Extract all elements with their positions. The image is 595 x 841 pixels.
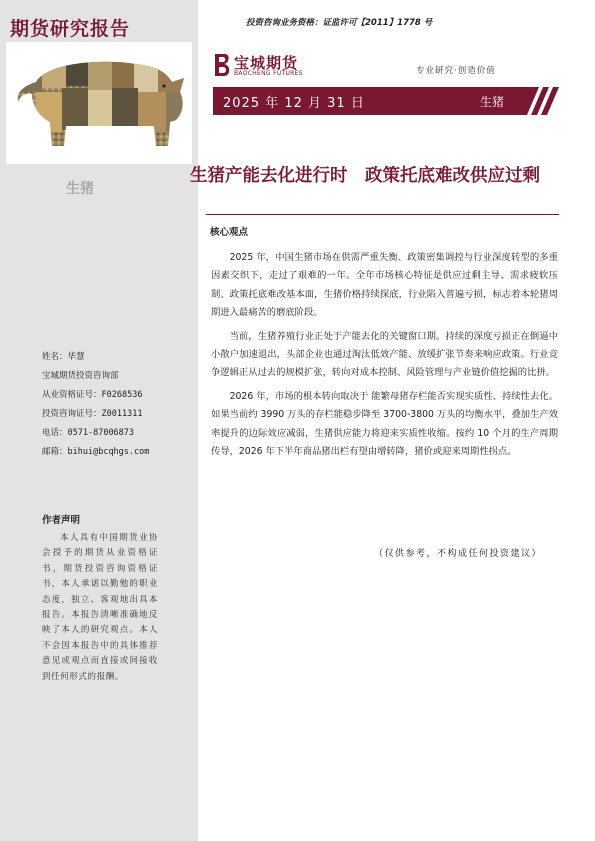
- author-qualification: 从业资格证号：F0268536: [42, 390, 143, 400]
- slogan: 专业研究·创造价值: [416, 66, 496, 76]
- pig-illustration: [6, 42, 192, 164]
- company-logo: [212, 51, 322, 81]
- title-divider: [206, 214, 559, 215]
- core-view-heading: 核心观点: [210, 227, 249, 238]
- logo-english: BAOCHENG FUTURES: [234, 70, 303, 77]
- paragraph: 当前，生猪养殖行业正处于产能去化的关键窗口期。持续的深度亏损正在倒逼中小散户加速退出，头部企业也通过淘汰低效产能、放缓扩张节奏来响应政策。行业竞争逻辑正从过去的规模扩张，转向对成本控制、风险管理与产业链价值挖掘的比拼。: [211, 330, 558, 379]
- header-sector: 生猪: [480, 95, 505, 109]
- paragraph: 2025 年，中国生猪市场在供需严重失衡、政策密集调控与行业深度转型的多重因素交织下，走过了艰难的一年。全年市场核心特征是供应过剩主导、需求疲软压制、政策托底难改基本面，生猪价格持续探底，行业陷入普遍亏损，标志着本轮猪周期进入最痛苦的磨底阶段。: [211, 252, 558, 319]
- sector-tag: 生猪: [66, 181, 94, 197]
- declaration-title: 作者声明: [42, 515, 81, 526]
- report-date: 2025 年 12 月 31 日: [223, 96, 365, 111]
- author-info: [42, 348, 192, 462]
- paragraph: 2026 年，市场的根本转向取决于 能繁母猪存栏能否实现实质性、持续性去化。如果当前约 3990 万头的存栏能稳步降至 3700-3800 万头的均衡水平，叠加生产效率提升的边际效应减弱，生猪供应能力将迎来实质性收缩。按约 10 个月的生产周期传导，2026 年下半年商品猪出栏有望由增转降，猪价或迎来周期性拐点。: [211, 390, 558, 458]
- logo-chinese: 宝城期货: [234, 54, 299, 72]
- date-bar: [213, 87, 567, 115]
- report-body: [211, 249, 558, 466]
- license-text: 投资咨询业务资格：证监许可【2011】1778 号: [246, 18, 433, 28]
- document-type: 期货研究报告: [10, 18, 131, 40]
- author-phone: 电话：0571-87006873: [42, 428, 135, 438]
- author-email[interactable]: 邮箱：bihui@bcqhgs.com: [42, 447, 150, 457]
- declaration-text: 本人具有中国期货业协会授予的期货从业资格证书，期货投资咨询资格证书，本人承诺以勤勉的职业态度，独立、客观地出具本报告。本报告清晰准确地反映了本人的研究观点。本人不会因本报告中的具体推荐意见或观点而直接或间接收到任何形式的报酬。: [42, 533, 158, 682]
- report-title: 生猪产能去化进行时 政策托底难改供应过剩: [190, 166, 540, 186]
- author-consult-cert: 投资咨询证号：Z0011311: [42, 409, 143, 419]
- author-company: 宝城期货投资咨询部: [42, 371, 119, 381]
- disclaimer: （仅供参考，不构成任何投资建议）: [374, 549, 543, 559]
- pig-mosaic-image: [6, 42, 192, 164]
- logo-mark-icon: [212, 51, 232, 79]
- author-name: 姓名：毕慧: [42, 352, 85, 362]
